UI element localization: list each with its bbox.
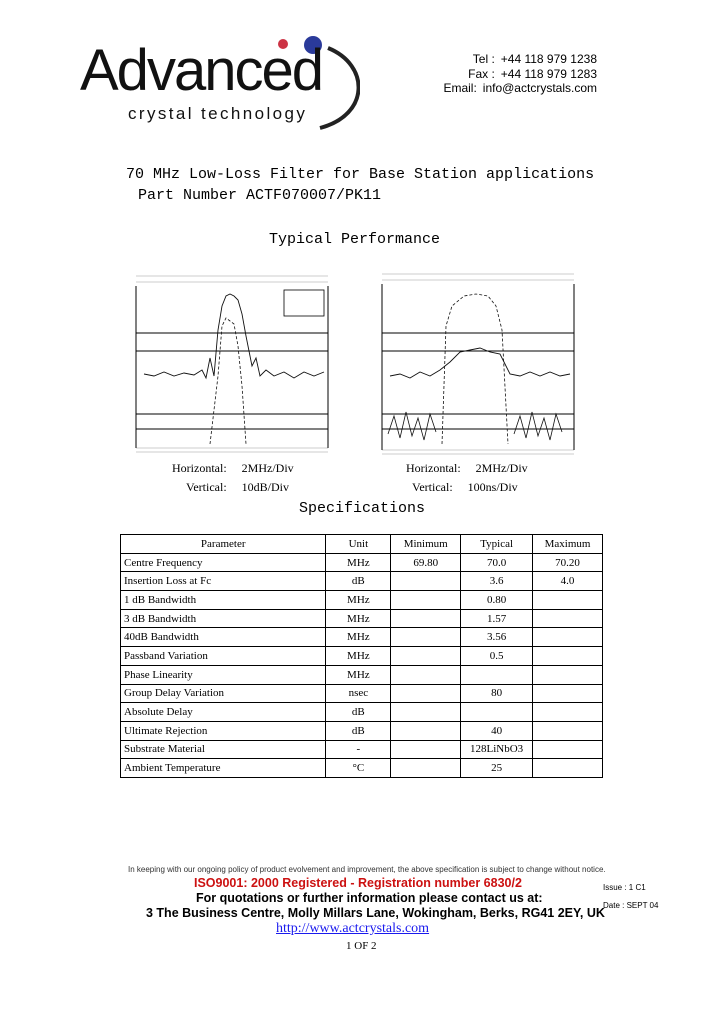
website-link[interactable]: http://www.actcrystals.com xyxy=(276,921,430,936)
contact-label: Fax : xyxy=(468,66,495,81)
unit-cell: MHz xyxy=(326,609,391,628)
left-horizontal-caption xyxy=(172,461,294,476)
table-row xyxy=(121,684,603,703)
product-title: 70 MHz Low-Loss Filter for Base Station applications xyxy=(126,166,595,183)
left-vertical-caption xyxy=(186,480,289,495)
typical-cell: 40 xyxy=(461,721,533,740)
typical-cell: 3.6 xyxy=(461,572,533,591)
unit-cell: dB xyxy=(326,703,391,722)
unit-cell: MHz xyxy=(326,647,391,666)
unit-cell: MHz xyxy=(326,628,391,647)
contact-value: +44 118 979 1283 xyxy=(500,66,597,81)
maximum-cell xyxy=(533,721,603,740)
caption-label: Vertical: xyxy=(186,480,227,494)
contact-label: Tel : xyxy=(472,52,495,66)
table-row xyxy=(121,553,603,572)
table-row xyxy=(121,572,603,591)
maximum-cell xyxy=(533,628,603,647)
unit-cell: - xyxy=(326,740,391,759)
quotation-line: For quotations or further information please contact us at: xyxy=(196,891,543,905)
unit-cell: nsec xyxy=(326,684,391,703)
param-cell: 3 dB Bandwidth xyxy=(121,609,326,628)
table-row xyxy=(121,609,603,628)
table-row xyxy=(121,591,603,610)
minimum-cell xyxy=(391,665,461,684)
unit-cell: dB xyxy=(326,721,391,740)
table-header-row xyxy=(121,535,603,554)
column-header: Maximum xyxy=(533,535,603,554)
table-row xyxy=(121,759,603,778)
typical-cell: 25 xyxy=(461,759,533,778)
param-cell: Insertion Loss at Fc xyxy=(121,572,326,591)
maximum-cell xyxy=(533,703,603,722)
typical-cell: 70.0 xyxy=(461,553,533,572)
minimum-cell xyxy=(391,703,461,722)
minimum-cell xyxy=(391,572,461,591)
frequency-response-plot xyxy=(134,266,330,458)
param-cell: Centre Frequency xyxy=(121,553,326,572)
maximum-cell xyxy=(533,591,603,610)
typical-cell: 1.57 xyxy=(461,609,533,628)
unit-cell: MHz xyxy=(326,665,391,684)
caption-value: 10dB/Div xyxy=(241,480,289,494)
contact-value: +44 118 979 1238 xyxy=(500,52,597,66)
caption-label: Horizontal: xyxy=(172,461,227,475)
contact-block xyxy=(400,52,597,96)
param-cell: 40dB Bandwidth xyxy=(121,628,326,647)
specifications-table xyxy=(120,534,603,778)
typical-cell xyxy=(461,665,533,684)
param-cell: Passband Variation xyxy=(121,647,326,666)
typical-cell: 128LiNbO3 xyxy=(461,740,533,759)
column-header: Unit xyxy=(326,535,391,554)
minimum-cell xyxy=(391,684,461,703)
typical-cell: 80 xyxy=(461,684,533,703)
logo-wordmark: Advanced xyxy=(80,38,322,103)
maximum-cell xyxy=(533,665,603,684)
logo-subtitle: crystal technology xyxy=(128,104,308,123)
column-header: Parameter xyxy=(121,535,326,554)
contact-email xyxy=(400,81,597,96)
specifications-heading: Specifications xyxy=(299,500,426,517)
company-address: 3 The Business Centre, Molly Millars Lane, Wokingham, Berks, RG41 2EY, UK xyxy=(146,906,605,920)
unit-cell: °C xyxy=(326,759,391,778)
maximum-cell xyxy=(533,609,603,628)
maximum-cell: 70.20 xyxy=(533,553,603,572)
minimum-cell xyxy=(391,740,461,759)
right-vertical-caption xyxy=(412,480,518,495)
param-cell: Substrate Material xyxy=(121,740,326,759)
issue-number: Issue : 1 C1 xyxy=(603,883,646,892)
specifications-body xyxy=(121,535,603,778)
group-delay-plot xyxy=(380,266,576,458)
maximum-cell xyxy=(533,740,603,759)
param-cell: Phase Linearity xyxy=(121,665,326,684)
table-row xyxy=(121,665,603,684)
table-row xyxy=(121,721,603,740)
typical-cell: 3.56 xyxy=(461,628,533,647)
part-number: Part Number ACTF070007/PK11 xyxy=(138,187,382,204)
contact-label: Email: xyxy=(443,81,477,95)
maximum-cell xyxy=(533,647,603,666)
param-cell: Absolute Delay xyxy=(121,703,326,722)
typical-cell xyxy=(461,703,533,722)
maximum-cell: 4.0 xyxy=(533,572,603,591)
param-cell: Ambient Temperature xyxy=(121,759,326,778)
caption-label: Vertical: xyxy=(412,480,453,494)
issue-date: Date : SEPT 04 xyxy=(603,901,659,910)
minimum-cell xyxy=(391,721,461,740)
minimum-cell xyxy=(391,759,461,778)
contact-fax xyxy=(400,67,597,82)
minimum-cell xyxy=(391,609,461,628)
maximum-cell xyxy=(533,759,603,778)
param-cell: 1 dB Bandwidth xyxy=(121,591,326,610)
group-delay-trace xyxy=(380,266,576,458)
caption-value: 2MHz/Div xyxy=(475,461,528,475)
param-cell: Group Delay Variation xyxy=(121,684,326,703)
param-cell: Ultimate Rejection xyxy=(121,721,326,740)
column-header: Minimum xyxy=(391,535,461,554)
minimum-cell xyxy=(391,591,461,610)
caption-value: 100ns/Div xyxy=(467,480,518,494)
page-number: 1 OF 2 xyxy=(346,940,377,952)
caption-value: 2MHz/Div xyxy=(241,461,294,475)
table-row xyxy=(121,703,603,722)
minimum-cell xyxy=(391,647,461,666)
typical-cell: 0.5 xyxy=(461,647,533,666)
table-row xyxy=(121,628,603,647)
frequency-response-trace xyxy=(134,266,330,458)
table-row xyxy=(121,740,603,759)
maximum-cell xyxy=(533,684,603,703)
column-header: Typical xyxy=(461,535,533,554)
iso-registration: ISO9001: 2000 Registered - Registration number 6830/2 xyxy=(194,876,522,890)
minimum-cell xyxy=(391,628,461,647)
typical-performance-heading: Typical Performance xyxy=(269,231,441,248)
unit-cell: dB xyxy=(326,572,391,591)
unit-cell: MHz xyxy=(326,553,391,572)
typical-cell: 0.80 xyxy=(461,591,533,610)
caption-label: Horizontal: xyxy=(406,461,461,475)
contact-value: info@actcrystals.com xyxy=(482,81,597,95)
unit-cell: MHz xyxy=(326,591,391,610)
contact-tel xyxy=(400,52,597,67)
policy-note: In keeping with our ongoing policy of product evolvement and improvement, the above specification is subject to change without notice. xyxy=(128,865,606,874)
right-horizontal-caption xyxy=(406,461,528,476)
table-row xyxy=(121,647,603,666)
minimum-cell: 69.80 xyxy=(391,553,461,572)
